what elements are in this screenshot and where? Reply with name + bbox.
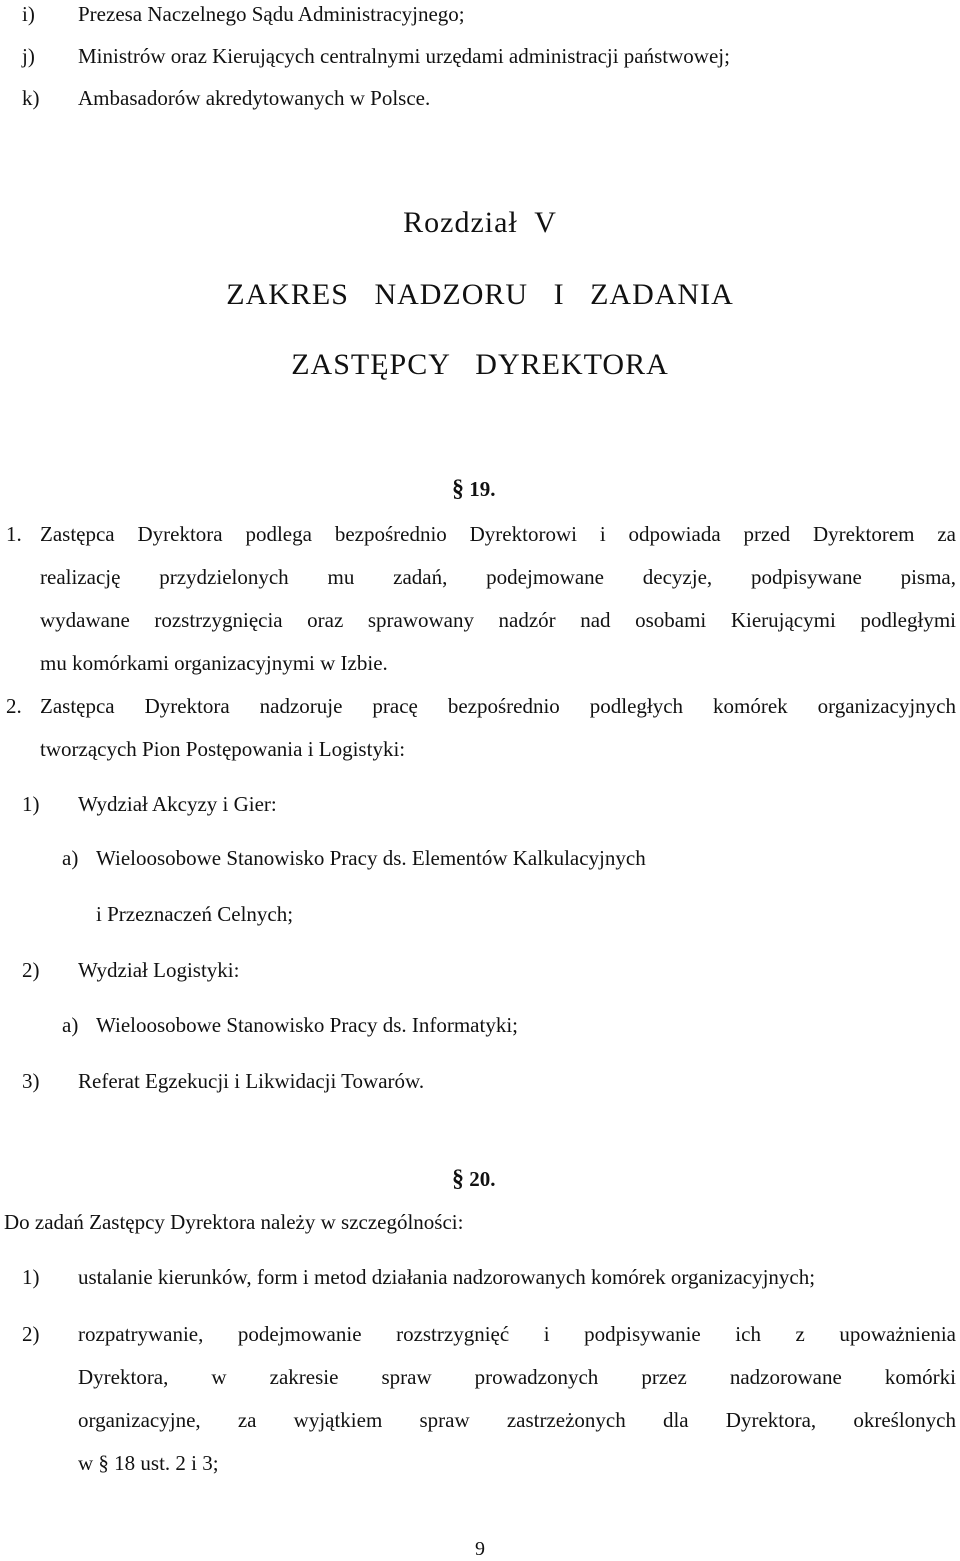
subunit-label: a) (62, 846, 79, 870)
chapter-title: Rozdział V (403, 206, 557, 239)
list-item-i: Prezesa Naczelnego Sądu Administracyjnego; (78, 2, 465, 26)
paragraph-2-line: tworzących Pion Postępowania i Logistyki: (40, 737, 406, 761)
section-20-intro: Do zadań Zastępcy Dyrektora należy w szczególności: (4, 1210, 464, 1234)
list-item-j: Ministrów oraz Kierujących centralnymi urzędami administracji państwowej; (78, 44, 730, 68)
section-mark: § (452, 1166, 464, 1192)
task-item: ustalanie kierunków, form i metod działania nadzorowanych komórek organizacyjnych; (78, 1265, 816, 1289)
paragraph-1-line: realizację przydzielonych mu zadań, podejmowane decyzje, podpisywane pisma, (40, 565, 956, 589)
task-item-line: w § 18 ust. 2 i 3; (78, 1451, 219, 1475)
list-label-j: j) (22, 44, 35, 68)
paragraph-1-line: Zastępca Dyrektora podlega bezpośrednio Dyrektorowi i odpowiada przed Dyrektorem za (40, 522, 956, 546)
paragraph-2-line: Zastępca Dyrektora nadzoruje pracę bezpośrednio podległych komórek organizacyjnych (40, 694, 956, 718)
unit-item: Wydział Logistyki: (78, 958, 240, 982)
subunit-item: Wieloosobowe Stanowisko Pracy ds. Elementów Kalkulacyjnych (96, 846, 646, 870)
task-label: 2) (22, 1322, 40, 1346)
chapter-heading-line1: ZAKRES NADZORU I ZADANIA (226, 278, 734, 311)
section-19-heading (452, 476, 496, 503)
chapter-heading-line2: ZASTĘPCY DYREKTORA (291, 348, 669, 381)
task-label: 1) (22, 1265, 40, 1289)
subunit-item-continued: i Przeznaczeń Celnych; (96, 902, 294, 926)
list-item-k: Ambasadorów akredytowanych w Polsce. (78, 86, 431, 110)
task-item-line: rozpatrywanie, podejmowanie rozstrzygnięć i podpisywanie ich z upoważnienia (78, 1322, 956, 1346)
section-20-number: 20. (469, 1167, 496, 1191)
unit-label: 1) (22, 792, 40, 816)
unit-item: Wydział Akcyzy i Gier: (78, 792, 277, 816)
unit-label: 2) (22, 958, 40, 982)
paragraph-1-label: 1. (6, 522, 22, 546)
unit-item: Referat Egzekucji i Likwidacji Towarów. (78, 1069, 425, 1093)
unit-label: 3) (22, 1069, 40, 1093)
section-mark: § (452, 476, 464, 502)
section-20-heading (452, 1166, 496, 1193)
paragraph-2-label: 2. (6, 694, 22, 718)
subunit-item: Wieloosobowe Stanowisko Pracy ds. Informatyki; (96, 1013, 519, 1037)
list-label-i: i) (22, 2, 35, 26)
list-label-k: k) (22, 86, 40, 110)
page-number: 9 (475, 1538, 485, 1560)
paragraph-1-line: wydawane rozstrzygnięcia oraz sprawowany nadzór nad osobami Kierującymi podległymi (40, 608, 956, 632)
subunit-label: a) (62, 1013, 79, 1037)
task-item-line: Dyrektora, w zakresie spraw prowadzonych przez nadzorowane komórki (78, 1365, 956, 1389)
task-item-line: organizacyjne, za wyjątkiem spraw zastrzeżonych dla Dyrektora, określonych (78, 1408, 956, 1432)
paragraph-1-line: mu komórkami organizacyjnymi w Izbie. (40, 651, 388, 675)
section-19-number: 19. (469, 477, 496, 501)
